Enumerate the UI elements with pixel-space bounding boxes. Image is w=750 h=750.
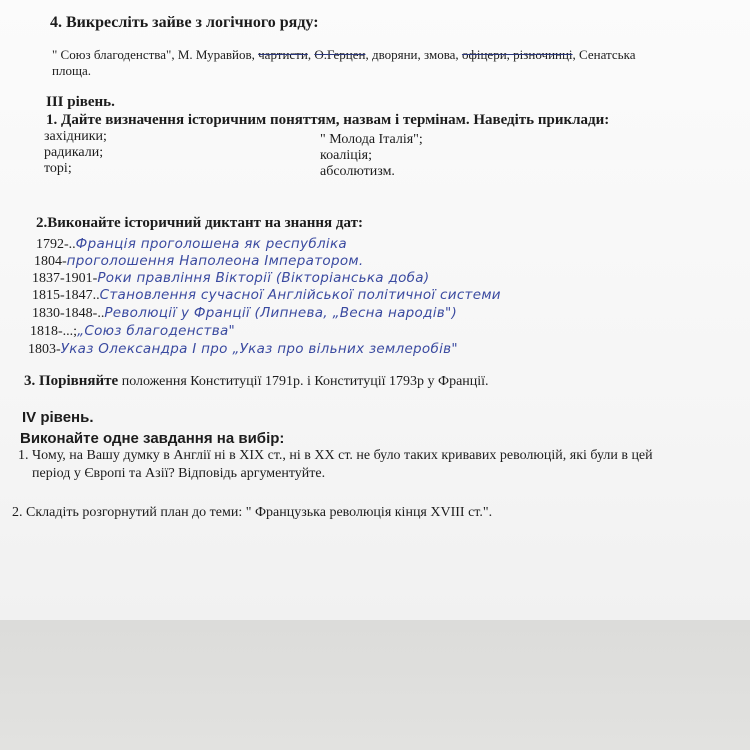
dictation-row: 1815-1847..Становлення сучасної Англійської політичної системи: [32, 287, 501, 303]
term-radicals: радикали;: [44, 145, 104, 160]
struck-herzen: О.Герцен: [314, 47, 366, 62]
handwritten-answer: проголошення Наполеона Імператором.: [66, 253, 364, 269]
level4-item1-line2: період у Європі та Азії? Відповідь аргументуйте.: [32, 466, 326, 481]
level4-item1-line1: 1. Чому, на Вашу думку в Англії ні в XIX ст., ні в XX ст. не було таких кривавих революцій, які були в цей: [18, 448, 653, 463]
level4-item2: 2. Складіть розгорнутий план до теми: " Французька революція кінця XVIII ст.".: [12, 505, 493, 520]
level4-title: IV рівень.: [22, 409, 94, 426]
task4-title: 4. Викресліть зайве з логічного ряду:: [50, 14, 319, 31]
dictation-title: 2.Виконайте історичний диктант на знання дат:: [36, 215, 363, 231]
dictation-row: 1837-1901-Роки правління Вікторії (Вікторіанська доба): [32, 270, 430, 286]
handwritten-answer: Указ Олександра І про „Указ про вільних землеробів": [60, 341, 458, 357]
handwritten-answer: Революції у Франції (Липнева, „Весна народів"): [104, 305, 458, 321]
dictation-row: 1830-1848-..Революції у Франції (Липнева, „Весна народів"): [32, 305, 458, 321]
term-absolutism: абсолютизм.: [320, 164, 395, 179]
level3-task1-title: 1. Дайте визначення історичним поняттям, назвам і термінам. Наведіть приклади:: [46, 112, 610, 128]
dictation-row: 1804-проголошення Наполеона Імператором.: [34, 253, 364, 269]
level3-title: III рівень.: [46, 94, 115, 110]
task4-line1: " Союз благоденства", М. Муравйов, чартисти, О.Герцен, дворяни, змова, офіцери, різночинці, Сенатська: [52, 47, 636, 62]
task4-line2: площа.: [52, 63, 91, 78]
dictation-row: 1818-...;„Союз благоденства": [30, 323, 236, 339]
desk-surface: [0, 620, 750, 750]
struck-officers: офіцери, різночинці: [461, 47, 573, 62]
term-tories: торі;: [44, 161, 72, 176]
term-young-italy: " Молода Італія";: [320, 132, 423, 147]
level4-subtitle: Виконайте одне завдання на вибір:: [20, 430, 285, 447]
dictation-row: 1803-Указ Олександра І про „Указ про вільних землеробів": [28, 341, 458, 357]
struck-chartists: чартисти: [258, 47, 308, 62]
handwritten-answer: Роки правління Вікторії (Вікторіанська доба): [97, 270, 430, 286]
task3-line: 3. Порівняйте положення Конституції 1791р. і Конституції 1793р у Франції.: [24, 373, 489, 389]
handwritten-answer: „Союз благоденства": [77, 323, 236, 339]
term-westernizers: західники;: [44, 129, 107, 144]
handwritten-answer: Франція проголошена як республіка: [75, 236, 347, 252]
dictation-row: 1792-..Франція проголошена як республіка: [36, 236, 347, 252]
term-coalition: коаліція;: [320, 148, 373, 163]
handwritten-answer: Становлення сучасної Англійської політичної системи: [99, 287, 501, 303]
